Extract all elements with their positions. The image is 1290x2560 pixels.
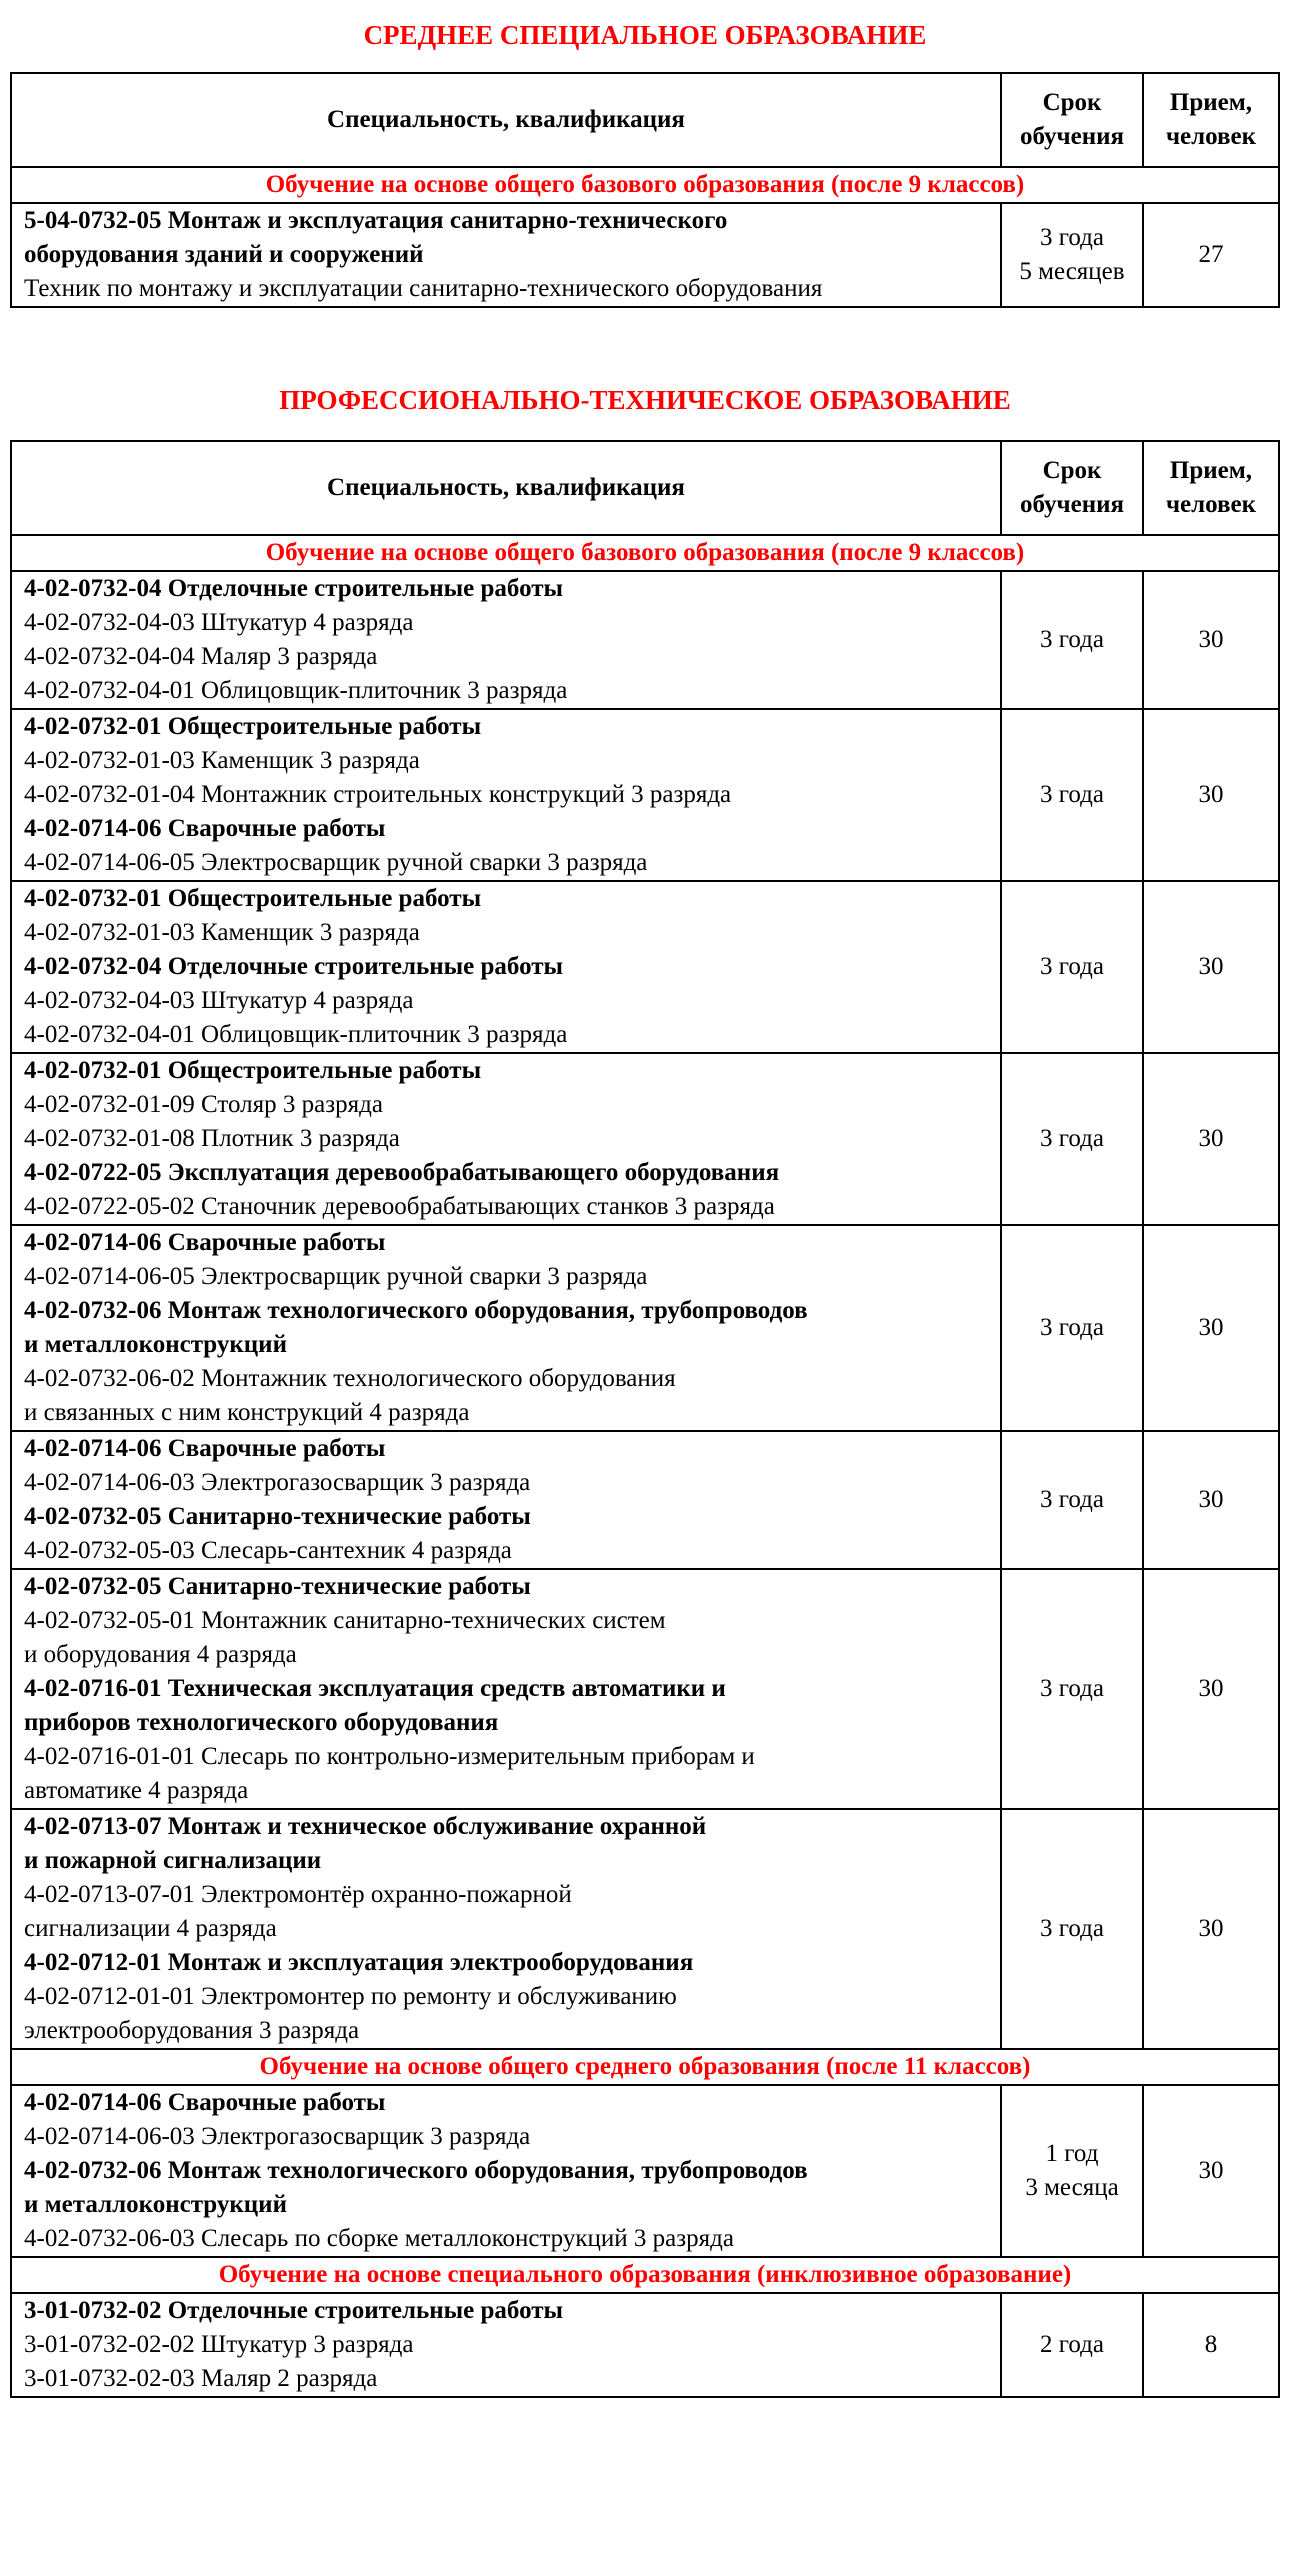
table-row bbox=[11, 571, 1279, 709]
qualification-line: 4-02-0732-01-03 Каменщик 3 разряда bbox=[24, 747, 420, 774]
table-row bbox=[11, 1809, 1279, 2049]
term-value: 3 года bbox=[1040, 781, 1104, 808]
qualification-line: 4-02-0712-01-01 Электромонтер по ремонту и обслуживанию bbox=[24, 1983, 677, 2010]
term-cell bbox=[1001, 1053, 1143, 1225]
table-row bbox=[11, 1225, 1279, 1431]
specialty-cell bbox=[11, 1431, 1001, 1569]
term-value: 3 года bbox=[1040, 953, 1104, 980]
specialty-line: 4-02-0732-06 Монтаж технологического оборудования, трубопроводов bbox=[24, 2157, 808, 2184]
header-term-line: Срок bbox=[1042, 457, 1102, 484]
specialty-cell bbox=[11, 1809, 1001, 2049]
section-title: СРЕДНЕЕ СПЕЦИАЛЬНОЕ ОБРАЗОВАНИЕ bbox=[363, 20, 927, 50]
header-term-line: обучения bbox=[1019, 491, 1125, 518]
specialty-line: 4-02-0714-06 Сварочные работы bbox=[24, 815, 386, 842]
admission-value: 30 bbox=[1143, 1225, 1279, 1431]
qualification-line: 4-02-0732-04-03 Штукатур 4 разряда bbox=[24, 609, 414, 636]
section-title: ПРОФЕССИОНАЛЬНО-ТЕХНИЧЕСКОЕ ОБРАЗОВАНИЕ bbox=[279, 385, 1011, 415]
qualification-line: 4-02-0732-01-03 Каменщик 3 разряда bbox=[24, 919, 420, 946]
qualification-line: сигнализации 4 разряда bbox=[24, 1915, 277, 1942]
term-cell bbox=[1001, 2293, 1143, 2397]
qualification-line: 4-02-0732-04-04 Маляр 3 разряда bbox=[24, 643, 378, 670]
specialty-line: 4-02-0732-01 Общестроительные работы bbox=[24, 885, 482, 912]
qualification-line: 4-02-0732-06-03 Слесарь по сборке металлоконструкций 3 разряда bbox=[24, 2225, 734, 2252]
header-admission bbox=[1143, 441, 1279, 535]
specialty-line: 4-02-0732-01 Общестроительные работы bbox=[24, 713, 482, 740]
specialty-line: приборов технологического оборудования bbox=[24, 1709, 499, 1736]
qualification-line: электрооборудования 3 разряда bbox=[24, 2017, 360, 2044]
group-band-label: Обучение на основе общего базового образования (после 9 классов) bbox=[11, 535, 1279, 571]
specialty-line: 4-02-0714-06 Сварочные работы bbox=[24, 1229, 386, 1256]
qualification-line: 4-02-0714-06-03 Электрогазосварщик 3 разряда bbox=[24, 2123, 531, 2150]
specialty-line: 4-02-0732-05 Санитарно-технические работы bbox=[24, 1573, 531, 1600]
specialty-line: 4-02-0716-01 Техническая эксплуатация средств автоматики и bbox=[24, 1675, 726, 1702]
group-band-row bbox=[11, 2049, 1279, 2085]
specialty-line: оборудования зданий и сооружений bbox=[24, 241, 424, 268]
specialty-line: 4-02-0732-06 Монтаж технологического оборудования, трубопроводов bbox=[24, 1297, 808, 1324]
admission-value: 30 bbox=[1143, 1809, 1279, 2049]
term-value: 3 года bbox=[1040, 1125, 1104, 1152]
table-row bbox=[11, 2293, 1279, 2397]
qualification-line: и связанных с ним конструкций 4 разряда bbox=[24, 1399, 470, 1426]
specialty-line: и металлоконструкций bbox=[24, 2191, 287, 2218]
qualification-line: 3-01-0732-02-03 Маляр 2 разряда bbox=[24, 2365, 378, 2392]
term-cell bbox=[1001, 2085, 1143, 2257]
admission-value: 30 bbox=[1143, 1431, 1279, 1569]
term-cell bbox=[1001, 709, 1143, 881]
specialty-cell bbox=[11, 2293, 1001, 2397]
specialty-cell bbox=[11, 1569, 1001, 1809]
term-value: 3 года bbox=[1040, 1314, 1104, 1341]
header-admission-line: человек bbox=[1165, 123, 1257, 150]
term-cell bbox=[1001, 571, 1143, 709]
qualification-line: 4-02-0714-06-03 Электрогазосварщик 3 разряда bbox=[24, 1469, 531, 1496]
table-row bbox=[11, 881, 1279, 1053]
qualification-line: 4-02-0732-01-08 Плотник 3 разряда bbox=[24, 1125, 400, 1152]
qualification-line: 4-02-0732-04-03 Штукатур 4 разряда bbox=[24, 987, 414, 1014]
term-value: 3 года bbox=[1040, 626, 1104, 653]
term-value: 1 год bbox=[1045, 2140, 1099, 2167]
table-row bbox=[11, 203, 1279, 307]
admission-value: 8 bbox=[1143, 2293, 1279, 2397]
specialty-cell bbox=[11, 1053, 1001, 1225]
header-admission-line: Прием, bbox=[1169, 89, 1253, 116]
specialty-line: и металлоконструкций bbox=[24, 1331, 287, 1358]
specialties-table bbox=[10, 440, 1280, 2398]
specialty-cell bbox=[11, 571, 1001, 709]
specialty-line: 5-04-0732-05 Монтаж и эксплуатация санитарно-технического bbox=[24, 207, 728, 234]
group-band-row bbox=[11, 167, 1279, 203]
specialty-line: 3-01-0732-02 Отделочные строительные работы bbox=[24, 2297, 564, 2324]
qualification-line: 4-02-0714-06-05 Электросварщик ручной сварки 3 разряда bbox=[24, 849, 648, 876]
qualification-line: 4-02-0732-05-01 Монтажник санитарно-технических систем bbox=[24, 1607, 666, 1634]
qualification-line: 4-02-0732-04-01 Облицовщик-плиточник 3 разряда bbox=[24, 677, 568, 704]
qualification-line: 4-02-0732-05-03 Слесарь-сантехник 4 разряда bbox=[24, 1537, 512, 1564]
specialty-cell bbox=[11, 203, 1001, 307]
qualification-line: 4-02-0713-07-01 Электромонтёр охранно-пожарной bbox=[24, 1881, 572, 1908]
specialty-line: 4-02-0722-05 Эксплуатация деревообрабатывающего оборудования bbox=[24, 1159, 780, 1186]
header-term bbox=[1001, 73, 1143, 167]
qualification-line: 4-02-0716-01-01 Слесарь по контрольно-измерительным приборам и bbox=[24, 1743, 755, 1770]
term-value: 3 года bbox=[1040, 1915, 1104, 1942]
header-admission-line: человек bbox=[1165, 491, 1257, 518]
qualification-line: 4-02-0732-01-09 Столяр 3 разряда bbox=[24, 1091, 383, 1118]
term-value: 3 года bbox=[1040, 1675, 1104, 1702]
admission-value: 30 bbox=[1143, 881, 1279, 1053]
header-term-line: обучения bbox=[1019, 123, 1125, 150]
group-band-label: Обучение на основе общего базового образования (после 9 классов) bbox=[11, 167, 1279, 203]
specialty-line: 4-02-0714-06 Сварочные работы bbox=[24, 2089, 386, 2116]
table-row bbox=[11, 709, 1279, 881]
specialty-line: 4-02-0732-05 Санитарно-технические работы bbox=[24, 1503, 531, 1530]
specialty-line: 4-02-0714-06 Сварочные работы bbox=[24, 1435, 386, 1462]
admission-value: 30 bbox=[1143, 2085, 1279, 2257]
table-row bbox=[11, 1569, 1279, 1809]
term-value: 5 месяцев bbox=[1019, 258, 1125, 285]
header-specialty: Специальность, квалификация bbox=[11, 441, 1001, 535]
admission-value: 30 bbox=[1143, 1569, 1279, 1809]
table-header-row bbox=[11, 441, 1279, 535]
term-cell bbox=[1001, 881, 1143, 1053]
term-value: 3 года bbox=[1040, 224, 1104, 251]
header-term bbox=[1001, 441, 1143, 535]
group-band-row bbox=[11, 2257, 1279, 2293]
group-band-label: Обучение на основе общего среднего образования (после 11 классов) bbox=[11, 2049, 1279, 2085]
specialty-cell bbox=[11, 709, 1001, 881]
term-value: 3 месяца bbox=[1025, 2174, 1119, 2201]
specialty-cell bbox=[11, 881, 1001, 1053]
specialty-line: 4-02-0712-01 Монтаж и эксплуатация электрооборудования bbox=[24, 1949, 694, 1976]
qualification-line: автоматике 4 разряда bbox=[24, 1777, 249, 1804]
qualification-line: 4-02-0732-04-01 Облицовщик-плиточник 3 разряда bbox=[24, 1021, 568, 1048]
term-value: 2 года bbox=[1040, 2331, 1104, 2358]
term-cell bbox=[1001, 203, 1143, 307]
qualification-line: 4-02-0714-06-05 Электросварщик ручной сварки 3 разряда bbox=[24, 1263, 648, 1290]
specialty-line: 4-02-0732-01 Общестроительные работы bbox=[24, 1057, 482, 1084]
qualification-line: 4-02-0732-01-04 Монтажник строительных конструкций 3 разряда bbox=[24, 781, 732, 808]
specialty-line: 4-02-0732-04 Отделочные строительные работы bbox=[24, 575, 564, 602]
header-specialty: Специальность, квалификация bbox=[11, 73, 1001, 167]
admission-value: 30 bbox=[1143, 571, 1279, 709]
table-row bbox=[11, 2085, 1279, 2257]
qualification-line: и оборудования 4 разряда bbox=[24, 1641, 297, 1668]
admission-value: 30 bbox=[1143, 709, 1279, 881]
specialty-cell bbox=[11, 1225, 1001, 1431]
specialty-cell bbox=[11, 2085, 1001, 2257]
admission-value: 30 bbox=[1143, 1053, 1279, 1225]
group-band-row bbox=[11, 535, 1279, 571]
header-admission bbox=[1143, 73, 1279, 167]
qualification-line: 4-02-0722-05-02 Станочник деревообрабатывающих станков 3 разряда bbox=[24, 1193, 775, 1220]
specialty-line: и пожарной сигнализации bbox=[24, 1847, 322, 1874]
group-band-label: Обучение на основе специального образования (инклюзивное образование) bbox=[11, 2257, 1279, 2293]
admission-value: 27 bbox=[1143, 203, 1279, 307]
specialties-table bbox=[10, 72, 1280, 308]
qualification-line: 3-01-0732-02-02 Штукатур 3 разряда bbox=[24, 2331, 414, 2358]
term-value: 3 года bbox=[1040, 1486, 1104, 1513]
qualification-line: 4-02-0732-06-02 Монтажник технологического оборудования bbox=[24, 1365, 676, 1392]
qualification-line: Техник по монтажу и эксплуатации санитарно-технического оборудования bbox=[24, 275, 823, 302]
header-term-line: Срок bbox=[1042, 89, 1102, 116]
table-header-row bbox=[11, 73, 1279, 167]
table-row bbox=[11, 1431, 1279, 1569]
table-row bbox=[11, 1053, 1279, 1225]
term-cell bbox=[1001, 1431, 1143, 1569]
term-cell bbox=[1001, 1569, 1143, 1809]
specialty-line: 4-02-0732-04 Отделочные строительные работы bbox=[24, 953, 564, 980]
term-cell bbox=[1001, 1809, 1143, 2049]
header-admission-line: Прием, bbox=[1169, 457, 1253, 484]
specialty-line: 4-02-0713-07 Монтаж и техническое обслуживание охранной bbox=[24, 1813, 707, 1840]
term-cell bbox=[1001, 1225, 1143, 1431]
